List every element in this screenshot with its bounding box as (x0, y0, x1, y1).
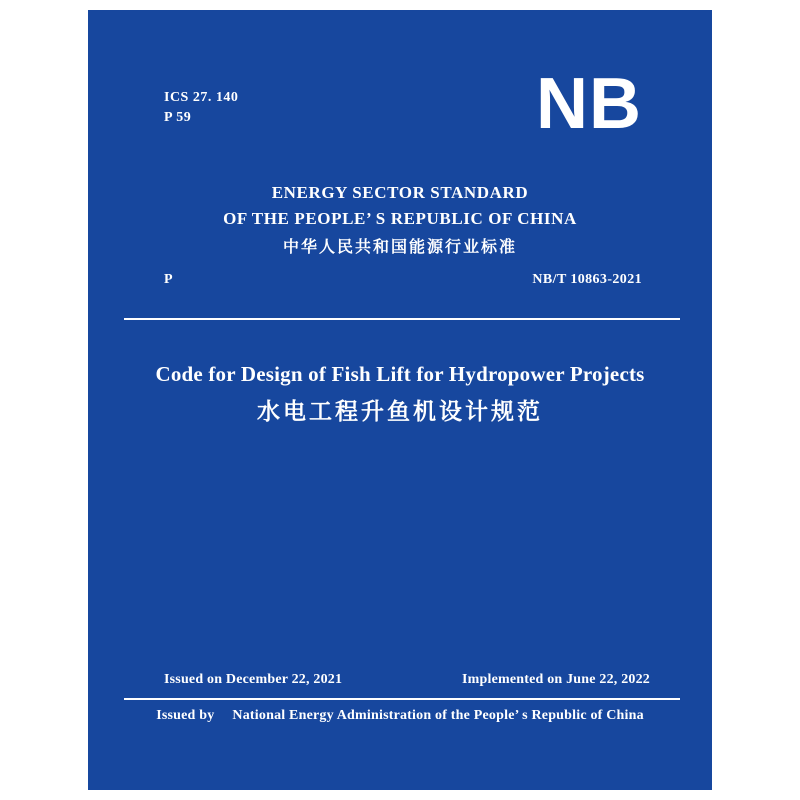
standard-cover (88, 10, 712, 790)
standard-header (88, 180, 712, 262)
issuer-row (88, 708, 712, 724)
standard-header-english-line2: OF THE PEOPLE’ S REPUBLIC OF CHINA (223, 209, 577, 228)
ics-classification-block (164, 88, 238, 128)
classification-code: P (164, 272, 173, 287)
ics-secondary-code: P 59 (164, 110, 192, 125)
document-title-block (88, 358, 712, 434)
footer-divider (124, 698, 680, 700)
nb-logo: NB (536, 64, 642, 144)
ics-number: ICS 27. 140 (164, 90, 239, 105)
standard-number: NB/T 10863-2021 (532, 272, 642, 287)
implemented-date: Implemented on June 22, 2022 (462, 672, 650, 687)
title-english: Code for Design of Fish Lift for Hydropower Projects (155, 362, 645, 386)
standard-code-row (164, 272, 642, 288)
issued-date: Issued on December 22, 2021 (164, 672, 343, 687)
standard-header-english-line1: ENERGY SECTOR STANDARD (271, 183, 529, 202)
issued-by-label: Issued by (156, 708, 215, 723)
header-divider (124, 318, 680, 320)
dates-row (164, 672, 650, 688)
standard-header-chinese: 中华人民共和国能源行业标准 (282, 237, 517, 256)
issuer-name: National Energy Administration of the People’ s Republic of China (232, 708, 644, 723)
title-chinese: 水电工程升鱼机设计规范 (257, 399, 543, 425)
